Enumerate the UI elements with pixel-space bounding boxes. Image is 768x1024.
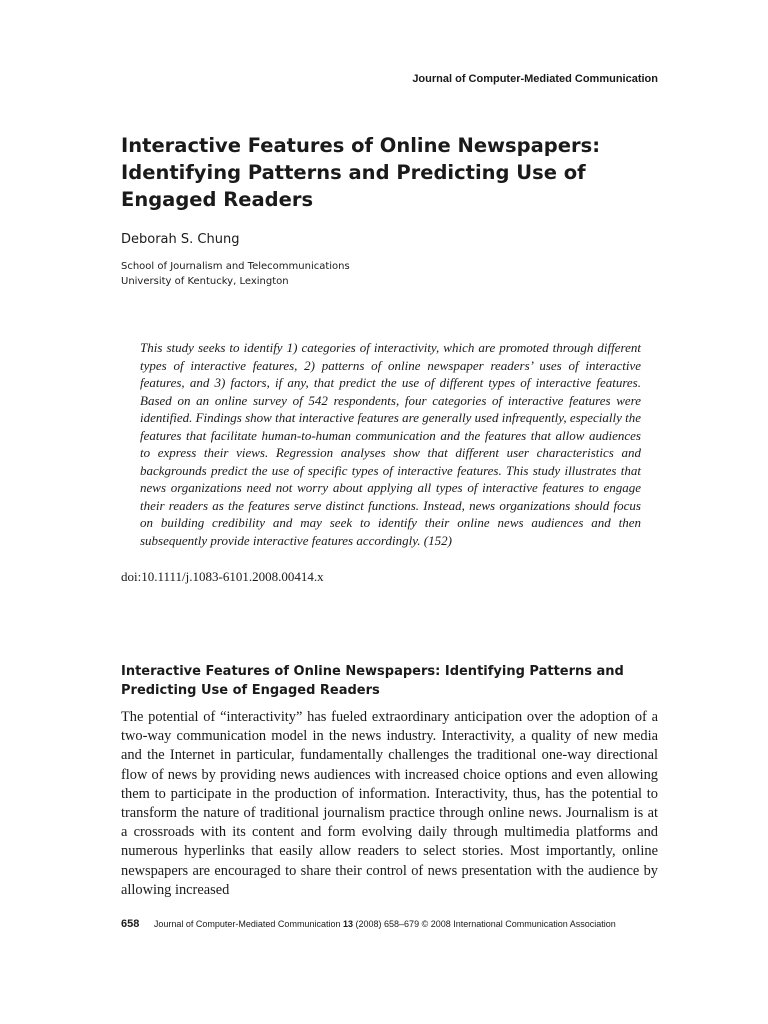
article-title: Interactive Features of Online Newspapers: Identifying Patterns and Predicting Use of Engaged Readers [121, 134, 600, 211]
running-head-journal: Journal of Computer-Mediated Communication [412, 73, 658, 85]
page-footer [121, 918, 659, 930]
author-affiliation [121, 259, 350, 289]
section-heading: Interactive Features of Online Newspapers: Identifying Patterns and Predicting Use of Engaged Readers [121, 664, 624, 698]
abstract: This study seeks to identify 1) categories of interactivity, which are promoted through different types of interactive features, 2) patterns of online newspaper readers’ uses of interactive features, and 3) factors, if any, that predict the use of different types of interactive features. Based on an online survey of 542 respondents, four categories of interactive features were identified. Findings show that interactive features are generally used infrequently, especially the features that facilitate human-to-human communication and the features that allow audiences to express their views. Regression analyses show that different user characteristics and backgrounds predict the use of specific types of interactive features. This study illustrates that news organizations need not worry about applying all types of interactive features to engage their readers as the features serve distinct functions. Instead, news organizations should focus on building credibility and may seek to identify their online news audiences and then subsequently provide interactive features accordingly. (152) [140, 340, 641, 548]
footer-citation: (2008) 658–679 © 2008 International Communication Association [355, 919, 616, 929]
body-paragraph: The potential of “interactivity” has fueled extraordinary anticipation over the adoption of a two-way communication model in the news industry. Interactivity, a quality of new media and the Internet in particular, fundamentally challenges the traditional one-way directional flow of news by providing news audiences with increased choice options and even allowing them to participate in the production of information. Interactivity, thus, has the potential to transform the nature of traditional journalism practice through online news. Journalism is at a crossroads with its content and form evolving daily through multimedia platforms and numerous hyperlinks that easily allow readers to select stories. Most importantly, online newspapers are encouraged to share their control of news presentation with the audience by allowing increased [121, 709, 658, 898]
affiliation-department: School of Journalism and Telecommunications [121, 261, 350, 272]
footer-volume: 13 [342, 919, 353, 929]
footer-journal: Journal of Computer-Mediated Communication [153, 919, 341, 929]
author-name: Deborah S. Chung [121, 232, 240, 247]
affiliation-university: University of Kentucky, Lexington [121, 276, 289, 287]
page-number: 658 [121, 918, 140, 930]
doi: doi:10.1111/j.1083-6101.2008.00414.x [121, 569, 324, 584]
